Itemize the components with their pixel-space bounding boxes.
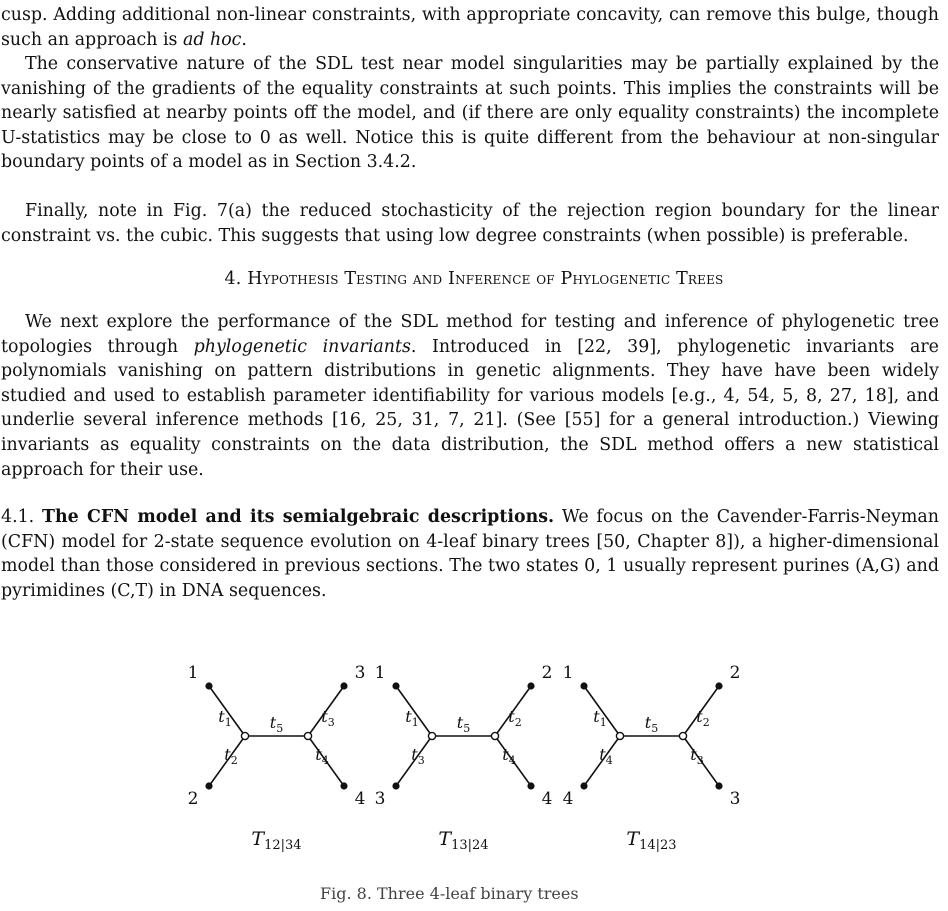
paragraph-phylogenetic xyxy=(1,310,939,482)
leaf-label: 4 xyxy=(354,789,366,809)
edge-label: $t_5$ xyxy=(644,713,659,735)
section-title: Hypothesis Testing and Inference of Phylogenetic Trees xyxy=(247,269,724,289)
leaf-label: 2 xyxy=(187,789,199,809)
figure-caption: Fig. 8. Three 4-leaf binary trees xyxy=(320,884,579,903)
leaf-node xyxy=(715,682,722,689)
tree-figure xyxy=(0,632,948,872)
text: We focus on the Cavender-Farris-Neyman (CFN) model for 2-state sequence evolution on 4-leaf binary trees [50, Chapter 8]), a higher-dimensional model than those considered in previous sections. The two states 0, 1 usually represent purines (A,G) and pyrimidines (C,T) in DNA sequences. xyxy=(1,507,939,601)
leaf-label: 2 xyxy=(729,663,741,683)
text: . Introduced in [22, 39], phylogenetic invariants are polynomials vanishing on pattern distributions in genetic alignments. They have have been widely studied and used to establish parameter identifiability for various models [e.g., 4, 54, 5, 8, 27, 18], and underlie several inference methods [16, 25, 31, 7, 21]. (See [55] for a general introduction.) Viewing invariants as equality constraints on the data distribution, the SDL method offers a new statistical approach for their use. xyxy=(1,336,939,480)
text: . xyxy=(241,29,247,50)
edge-label: $t_3$ xyxy=(690,745,704,767)
leaf-label: 4 xyxy=(541,789,553,809)
text: We next explore the performance of the SDL method for testing and inference of phylogenetic tree topologies through xyxy=(1,312,939,357)
leaf-node xyxy=(580,682,587,689)
edge-label: $t_4$ xyxy=(599,745,613,767)
leaf-label: 3 xyxy=(374,789,386,809)
edge-label: $t_3$ xyxy=(321,707,335,729)
leaf-label: 3 xyxy=(729,789,741,809)
leaf-node xyxy=(715,782,722,789)
paragraph-conservative: The conservative nature of the SDL test near model singularities may be partially explained by the vanishing of the gradients of the equality constraints at such points. This implies the constraints will be nearly satisfied at nearby points off the model, and (if there are only equality constraints) the incomplete U-statistics may be close to 0 as well. Notice this is quite different from the behaviour at non-singular boundary points of a model as in Section 3.4.2. xyxy=(1,54,939,173)
section-number: 4. xyxy=(224,269,242,289)
subsection-number: 4.1. xyxy=(1,507,35,527)
edge-label: $t_1$ xyxy=(218,707,232,729)
subsection-title: The CFN model and its semialgebraic descriptions. xyxy=(42,507,555,527)
leaf-node xyxy=(527,782,534,789)
paragraph-cusp xyxy=(1,3,939,52)
leaf-node xyxy=(392,782,399,789)
edge-label: $t_2$ xyxy=(224,745,238,767)
tree-name: $T_{12|34}$ xyxy=(251,828,302,853)
section-heading xyxy=(0,269,948,289)
leaf-node xyxy=(580,782,587,789)
paragraph-finally: Finally, note in Fig. 7(a) the reduced stochasticity of the rejection region boundary for the linear constraint vs. the cubic. This suggests that using low degree constraints (when possible) is preferable. xyxy=(1,201,939,246)
leaf-node xyxy=(205,682,212,689)
leaf-label: 3 xyxy=(354,663,366,683)
leaf-label: 1 xyxy=(187,663,199,683)
leaf-node xyxy=(340,682,347,689)
leaf-node xyxy=(392,682,399,689)
edge-label: $t_2$ xyxy=(696,707,710,729)
leaf-label: 4 xyxy=(562,789,574,809)
edge-label: $t_1$ xyxy=(405,707,419,729)
edge-label: $t_3$ xyxy=(411,745,425,767)
text: cusp. Adding additional non-linear constraints, with appropriate concavity, can remove this bulge, though such an approach is xyxy=(1,5,939,50)
leaf-label: 2 xyxy=(541,663,553,683)
edge-label: $t_5$ xyxy=(456,713,471,735)
internal-node xyxy=(679,732,686,739)
internal-node xyxy=(241,732,248,739)
internal-node xyxy=(491,732,498,739)
leaf-node xyxy=(527,682,534,689)
tree-name: $T_{14|23}$ xyxy=(626,828,677,853)
emphasis: phylogenetic invariants xyxy=(193,336,411,357)
internal-node xyxy=(304,732,311,739)
edge-label: $t_4$ xyxy=(315,745,329,767)
paragraph-cfn xyxy=(1,505,939,603)
emphasis: ad hoc xyxy=(182,29,242,50)
edge-label: $t_4$ xyxy=(502,745,516,767)
edge-label: $t_1$ xyxy=(593,707,607,729)
leaf-label: 1 xyxy=(374,663,386,683)
edge-label: $t_5$ xyxy=(269,713,284,735)
tree-name: $T_{13|24}$ xyxy=(438,828,489,853)
edge-label: $t_2$ xyxy=(508,707,522,729)
leaf-label: 1 xyxy=(562,663,574,683)
leaf-node xyxy=(340,782,347,789)
internal-node xyxy=(428,732,435,739)
internal-node xyxy=(616,732,623,739)
leaf-node xyxy=(205,782,212,789)
